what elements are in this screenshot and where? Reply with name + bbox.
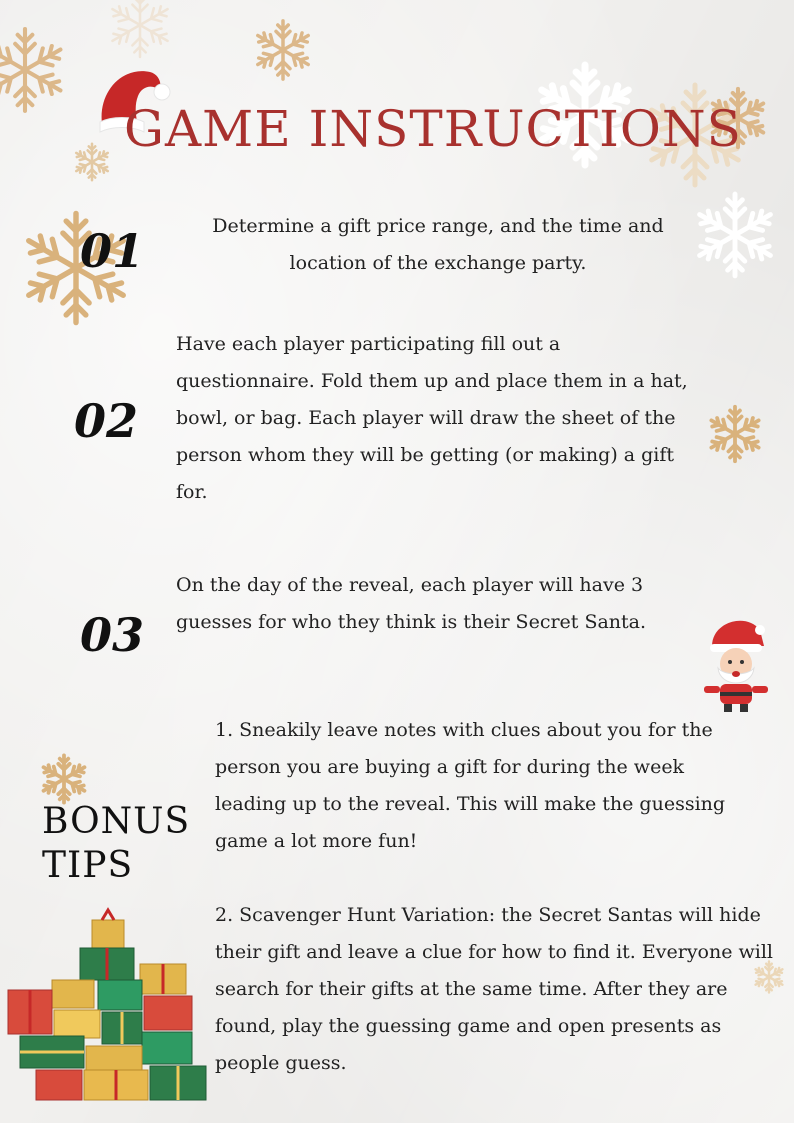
bonus-tips-heading <box>42 800 190 888</box>
snowflake-icon <box>246 18 320 82</box>
bonus-tip: 1. Sneakily leave notes with clues about you for the person you are buying a gift for during the week leading up to the reveal. This will make the guessing game a lot more fun! <box>215 719 726 852</box>
santa-icon <box>694 610 776 716</box>
step-text: Have each player participating fill out a questionnaire. Fold them up and place them in a hat, bowl, or bag. Each player will draw the sheet of the person whom they will be getting (or making) a gift for. <box>176 333 688 503</box>
step-text: On the day of the reveal, each player will have 3 guesses for who they think is their Secret Santa. <box>176 574 647 633</box>
snowflake-icon <box>705 404 765 464</box>
page-title: GAME INSTRUCTIONS <box>124 100 742 158</box>
bonus-tip: 2. Scavenger Hunt Variation: the Secret Santas will hide their gift and leave a clue for how to find it. Everyone will search for their gifts at the same time. After they are found, play the guessing game and open presents as people guess. <box>215 904 774 1074</box>
step-number: 01 <box>80 224 145 278</box>
bonus-heading-line: TIPS <box>42 845 134 886</box>
bonus-heading-line: BONUS <box>42 801 191 842</box>
step-text: Determine a gift price range, and the time and location of the exchange party. <box>212 215 664 274</box>
snowflake-icon <box>80 0 200 60</box>
snowflake-icon <box>38 752 90 806</box>
snowflake-icon <box>0 20 70 120</box>
step-number: 03 <box>80 608 145 662</box>
step-number: 02 <box>74 394 139 448</box>
gift-pile-icon <box>6 906 212 1106</box>
